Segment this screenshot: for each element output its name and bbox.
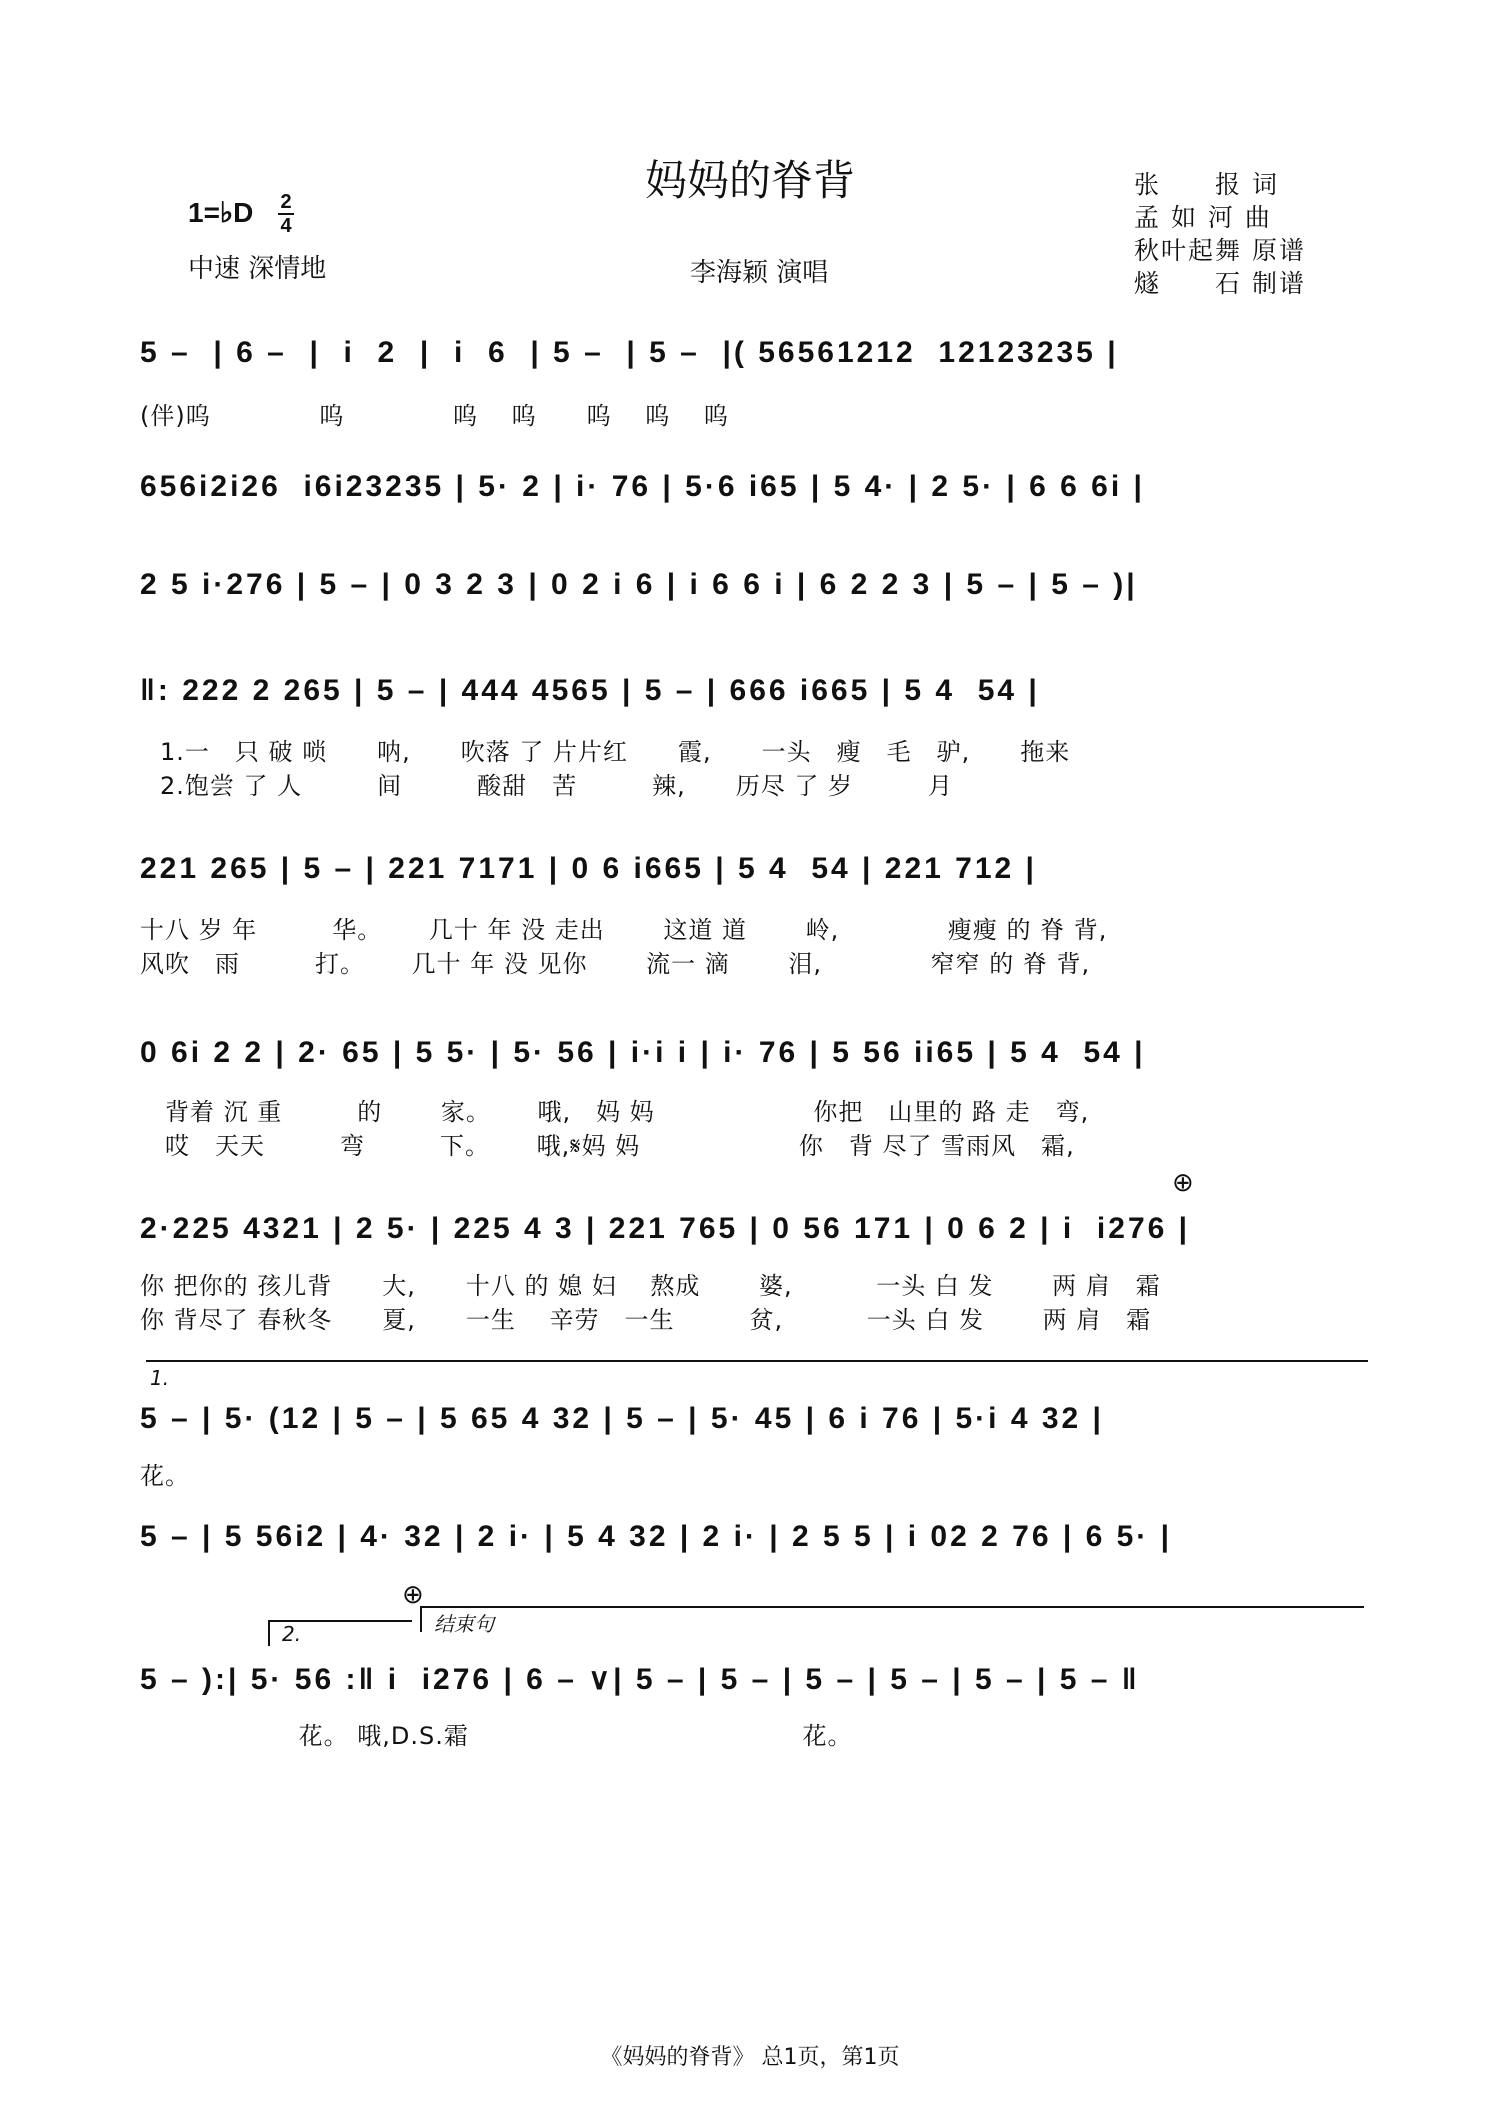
engraver-credit: 燧 石 制谱	[1134, 269, 1306, 298]
time-top: 2	[280, 191, 292, 213]
score-row-1: 5 – | 6 – | i 2 | i 6 | 5 – | 5 – |( 56561212 12123235 |	[140, 336, 1119, 369]
lyric-row-4-line-2: 2.饱尝 了 人 间 酸甜 苦 辣, 历尽 了 岁 月	[160, 772, 954, 800]
tempo-marking: 中速 深情地	[188, 254, 327, 284]
lyricist-credit: 张 报 词	[1134, 170, 1279, 199]
lyric-row-4-line-1: 1.一 只 破 唢 呐, 吹落 了 片片红 霞, 一头 瘦 毛 驴, 拖来	[160, 738, 1071, 766]
song-title: 妈妈的脊背	[644, 156, 855, 205]
score-row-8: 5 – | 5· (12 | 5 – | 5 65 4 32 | 5 – | 5· 45 | 6 i 76 | 5·i 4 32 |	[140, 1402, 1104, 1435]
lyric-row-8-line-1: 花。	[140, 1462, 190, 1490]
lyric-row-5-line-1: 十八 岁 年 华。 几十 年 没 走出 这道 道 岭, 瘦瘦 的 脊 背,	[140, 916, 1108, 944]
singer-credit: 李海颖 演唱	[690, 258, 829, 288]
volta-2-bracket	[268, 1620, 412, 1646]
lyric-row-6-line-1: 背着 沉 重 的 家。 哦, 妈 妈 你把 山里的 路 走 弯,	[140, 1098, 1090, 1126]
score-row-9: 5 – | 5 56i2 | 4· 32 | 2 i· | 5 4 32 | 2 i· | 2 5 5 | i 02 2 76 | 6 5· |	[140, 1520, 1173, 1553]
ending-label: 结束句	[434, 1612, 494, 1636]
score-row-2: 656i2i26 i6i23235 | 5· 2 | i· 76 | 5·6 i65 | 5 4· | 2 5· | 6 6 6i |	[140, 470, 1145, 503]
score-row-10: 5 – ):| 5· 56 :‖ i i276 | 6 – ∨| 5 – | 5 – | 5 – | 5 – | 5 – | 5 – ‖	[140, 1663, 1140, 1696]
lyric-row-10-line-1: 花。 哦,D.S.霜 花。	[140, 1722, 853, 1750]
original-score-credit: 秋叶起舞 原谱	[1134, 236, 1306, 265]
coda-mark-2: ⊕	[402, 1580, 424, 1610]
lyric-row-7-line-1: 你 把你的 孩儿背 大, 十八 的 媳 妇 熬成 婆, 一头 白 发 两 肩 霜	[140, 1272, 1161, 1300]
score-row-6: 0 6i 2 2 | 2· 65 | 5 5· | 5· 56 | i·i i | i· 76 | 5 56 ii65 | 5 4 54 |	[140, 1036, 1146, 1069]
credits-block	[1134, 168, 1306, 300]
lyric-row-1-line-1: (伴)呜 呜 呜 呜 呜 呜 呜	[140, 402, 729, 430]
lyric-row-5-line-2: 风吹 雨 打。 几十 年 没 见你 流一 滴 泪, 窄窄 的 脊 背,	[140, 950, 1091, 978]
score-row-4: ‖: 222 2 265 | 5 – | 444 4565 | 5 – | 666 i665 | 5 4 54 |	[140, 674, 1040, 707]
coda-mark: ⊕	[1172, 1168, 1194, 1198]
composer-credit: 孟 如 河 曲	[1134, 203, 1272, 232]
volta-1-label: 1.	[150, 1366, 170, 1390]
ending-bracket	[420, 1606, 1364, 1636]
volta-1-bracket	[146, 1360, 1368, 1362]
score-row-3: 2 5 i·276 | 5 – | 0 3 2 3 | 0 2 i 6 | i 6 6 i | 6 2 2 3 | 5 – | 5 – )|	[140, 568, 1138, 601]
volta-2-label: 2.	[282, 1622, 302, 1646]
score-row-7: 2·225 4321 | 2 5· | 225 4 3 | 221 765 | 0 56 171 | 0 6 2 | i i276 |	[140, 1212, 1191, 1245]
lyric-row-7-line-2: 你 背尽了 春秋冬 夏, 一生 辛劳 一生 贫, 一头 白 发 两 肩 霜	[140, 1306, 1152, 1334]
page-footer: 《妈妈的脊背》 总1页，第1页	[600, 2045, 900, 2070]
lyric-row-6-line-2: 哎 天天 弯 下。 哦,𝄋妈 妈 你 背 尽了 雪雨风 霜,	[140, 1132, 1075, 1160]
score-row-5: 221 265 | 5 – | 221 7171 | 0 6 i665 | 5 4 54 | 221 712 |	[140, 852, 1037, 885]
time-signature	[278, 192, 294, 236]
key-signature: 1=♭D	[188, 197, 254, 228]
time-bottom: 4	[280, 215, 292, 237]
